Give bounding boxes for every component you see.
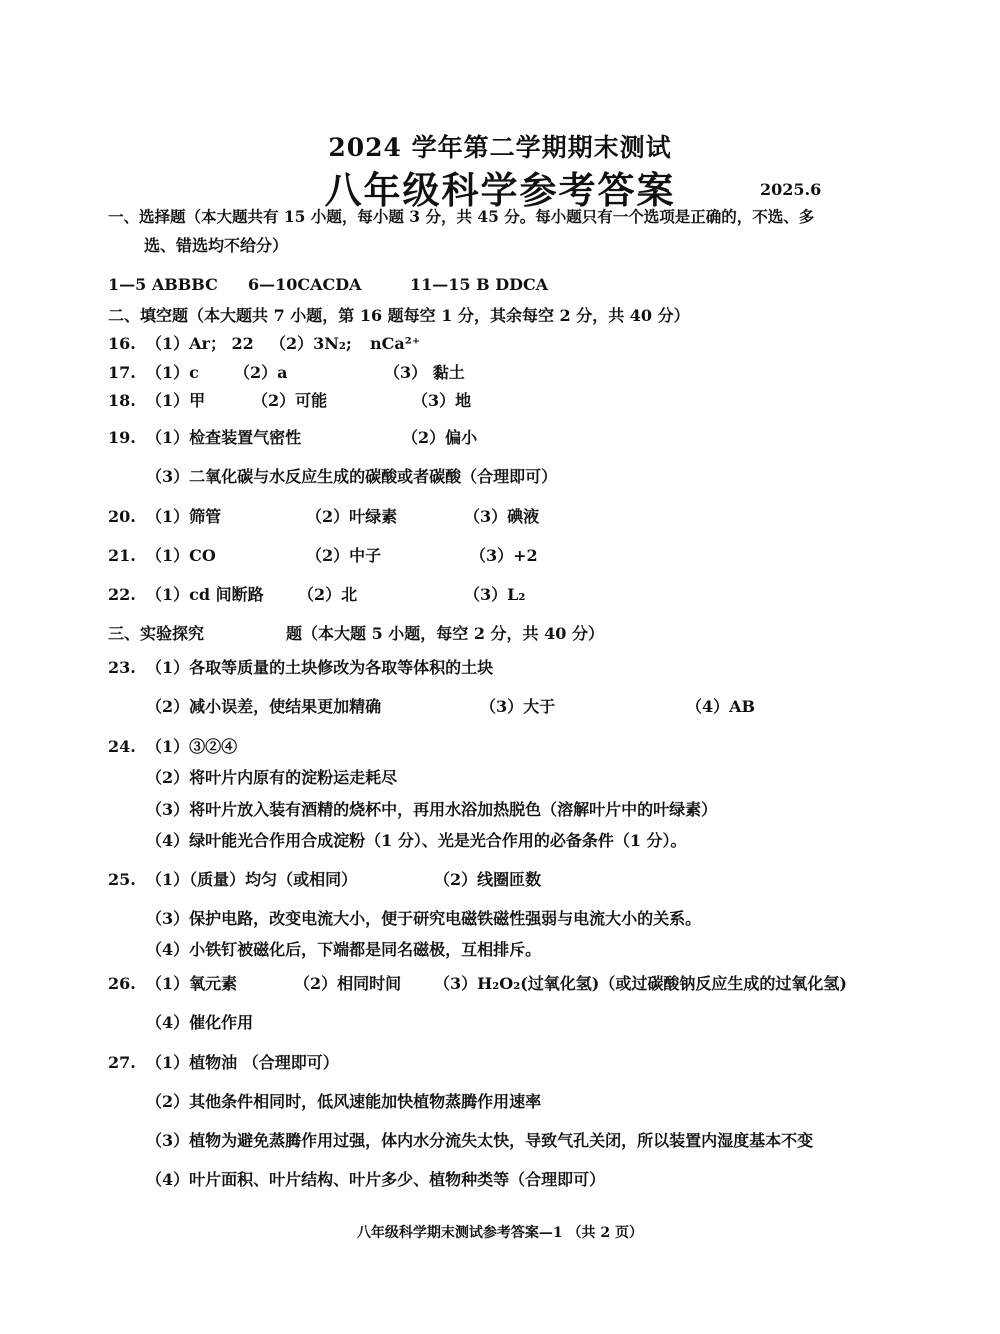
question-number: 16.	[108, 334, 136, 353]
section1-heading-cont: 选、错选均不给分）	[144, 236, 289, 255]
question-number: 21.	[108, 546, 136, 565]
question-27-part-2: （2）其他条件相同时，低风速能加快植物蒸腾作用速率	[146, 1092, 542, 1111]
exam-title: 2024 学年第二学期期末测试	[328, 133, 672, 162]
page-footer: 八年级科学期末测试参考答案—1 （共 2 页）	[356, 1225, 644, 1241]
question-19-part-3: （3）二氧化碳与水反应生成的碳酸或者碳酸（合理即可）	[146, 467, 558, 486]
question-24-part-3: （3）将叶片放入装有酒精的烧杯中，再用水浴加热脱色（溶解叶片中的叶绿素）	[146, 800, 718, 819]
answer-part-3: （3）地	[412, 391, 472, 410]
answer-part-1: （1）Ar； 22	[146, 334, 254, 353]
question-27-part-3: （3）植物为避免蒸腾作用过强，体内水分流失太快，导致气孔关闭，所以装置内湿度基本不变	[146, 1131, 814, 1150]
question-number: 24.	[108, 737, 136, 756]
answer-part-1: （1）植物油 （合理即可）	[146, 1053, 339, 1072]
exam-date: 2025.6	[760, 180, 822, 199]
question-number: 18.	[108, 391, 136, 410]
answer-part-3: （3）大于	[480, 697, 556, 716]
question-number: 25.	[108, 870, 136, 889]
question-number: 27.	[108, 1053, 136, 1072]
answer-part-2: （2）可能	[252, 391, 328, 410]
question-number: 20.	[108, 507, 136, 526]
section3-heading-b: 题（本大题 5 小题，每空 2 分，共 40 分）	[286, 624, 604, 643]
answer-part-2: （2）3N₂;	[270, 334, 352, 353]
section2-heading: 二、填空题（本大题共 7 小题，第 16 题每空 1 分，其余每空 2 分，共 40 分）	[108, 306, 690, 325]
question-24-part-4: （4）绿叶能光合作用合成淀粉（1 分）、光是光合作用的必备条件（1 分）。	[146, 831, 687, 850]
answer-part-4: （4）AB	[686, 697, 756, 716]
answer-part-3: nCa²⁺	[370, 334, 421, 353]
answer-part-2: （2）叶绿素	[306, 507, 398, 526]
answer-part-1: （1）（质量）均匀（或相同）	[146, 870, 358, 889]
question-26-part-4: （4）催化作用	[146, 1013, 254, 1032]
choice-answers-1-5: 1—5 ABBBC	[108, 275, 218, 294]
answer-part-1: （1）c	[146, 363, 199, 382]
answer-part-2: （2）偏小	[402, 428, 478, 447]
answer-part-1: （1）各取等质量的土块修改为各取等体积的土块	[146, 658, 494, 677]
question-number: 26.	[108, 974, 136, 993]
answer-part-2: （2）a	[234, 363, 288, 382]
answer-part-3: （3）碘液	[464, 507, 540, 526]
section3-heading-a: 三、实验探究	[108, 624, 205, 643]
answer-part-1: （1）③②④	[146, 737, 238, 756]
answer-part-1: （1）CO	[146, 546, 216, 565]
answer-part-3: （3）+2	[470, 546, 538, 565]
answer-part-2: （2）相同时间	[294, 974, 402, 993]
answer-part-2: （2）中子	[306, 546, 382, 565]
question-27-part-4: （4）叶片面积、叶片结构、叶片多少、植物种类等（合理即可）	[146, 1170, 606, 1189]
question-number: 22.	[108, 585, 136, 604]
answer-part-3: （3）L₂	[464, 585, 526, 604]
choice-answers-11-15: 11—15 B DDCA	[410, 275, 549, 294]
section1-heading: 一、选择题（本大题共有 15 小题，每小题 3 分，共 45 分。每小题只有一个选项是正确的，不选、多	[108, 207, 815, 226]
question-25-part-3: （3）保护电路，改变电流大小，便于研究电磁铁磁性强弱与电流大小的关系。	[146, 909, 702, 928]
answer-part-2: （2）减小误差，使结果更加精确	[146, 697, 382, 716]
answer-key-title: 八年级科学参考答案	[324, 168, 676, 212]
choice-answers-6-10: 6—10CACDA	[248, 275, 362, 294]
question-25-part-4: （4）小铁钉被磁化后，下端都是同名磁极，互相排斥。	[146, 940, 542, 959]
answer-part-2: （2）线圈匝数	[434, 870, 542, 889]
answer-part-1: （1）氧元素	[146, 974, 238, 993]
question-number: 19.	[108, 428, 136, 447]
answer-part-1: （1）甲	[146, 391, 206, 410]
answer-part-2: （2）北	[298, 585, 358, 604]
answer-part-1: （1）cd 间断路	[146, 585, 264, 604]
answer-part-3: （3） 黏土	[384, 363, 465, 382]
answer-part-1: （1）筛管	[146, 507, 222, 526]
question-number: 17.	[108, 363, 136, 382]
question-24-part-2: （2）将叶片内原有的淀粉运走耗尽	[146, 768, 398, 787]
answer-part-1: （1）检查装置气密性	[146, 428, 302, 447]
question-number: 23.	[108, 658, 136, 677]
answer-part-3: （3）H₂O₂(过氧化氢)（或过碳酸钠反应生成的过氧化氢)	[434, 974, 847, 993]
